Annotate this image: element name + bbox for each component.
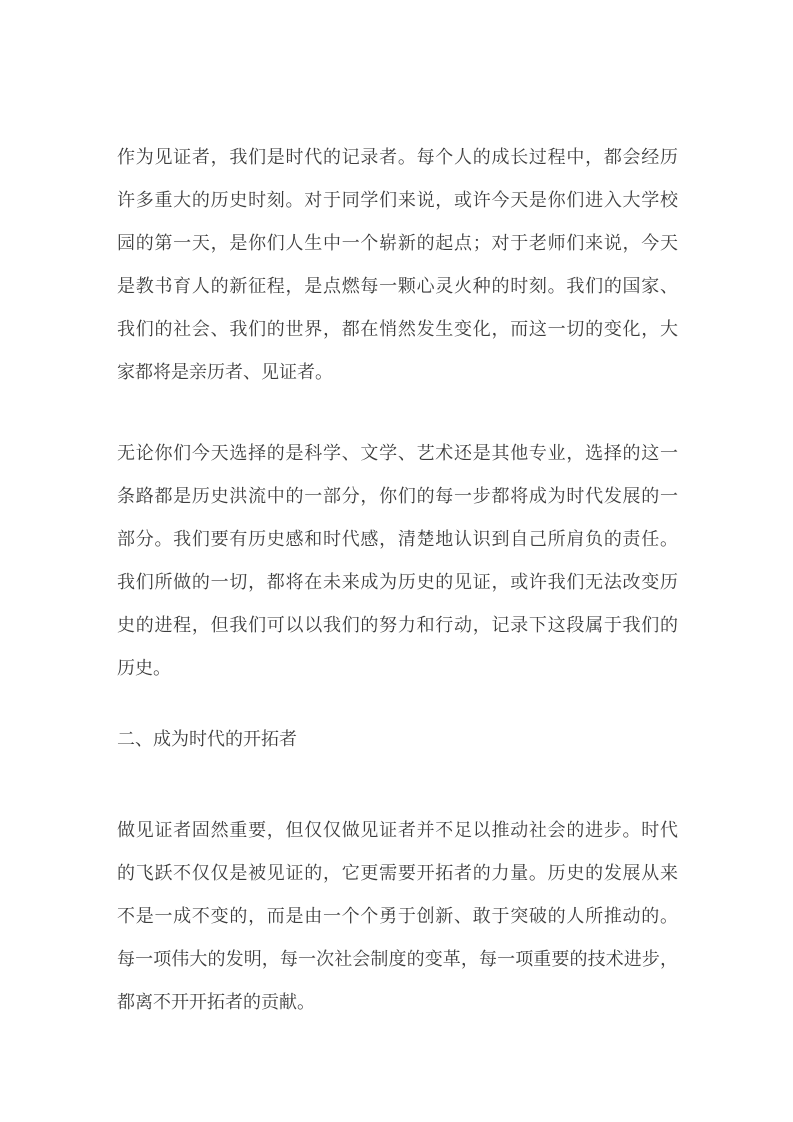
text-line: 都离不开开拓者的贡献。 — [117, 992, 315, 1012]
paragraph — [117, 136, 678, 394]
text-line: 我们所做的一切，都将在未来成为历史的见证，或许我们无法改变历 — [117, 572, 678, 592]
document-content — [117, 136, 678, 1062]
text-line: 家都将是亲历者、见证者。 — [117, 362, 333, 382]
text-line: 历史。 — [117, 658, 171, 678]
text-line: 无论你们今天选择的是科学、文学、艺术还是其他专业，选择的这一 — [117, 443, 678, 463]
text-line: 是教书育人的新征程，是点燃每一颗心灵火种的时刻。我们的国家、 — [117, 276, 678, 296]
text-line: 的飞跃不仅仅是被见证的，它更需要开拓者的力量。历史的发展从来 — [117, 863, 678, 883]
text-line: 不是一成不变的，而是由一个个勇于创新、敢于突破的人所推动的。 — [117, 906, 678, 926]
text-line: 许多重大的历史时刻。对于同学们来说，或许今天是你们进入大学校 — [117, 190, 678, 210]
paragraph — [117, 432, 678, 690]
text-line: 条路都是历史洪流中的一部分，你们的每一步都将成为时代发展的一 — [117, 486, 678, 506]
text-line: 史的进程，但我们可以以我们的努力和行动，记录下这段属于我们的 — [117, 615, 678, 635]
text-line: 每一项伟大的发明，每一次社会制度的变革，每一项重要的技术进步， — [117, 949, 678, 969]
paragraph — [117, 809, 678, 1024]
text-line: 做见证者固然重要，但仅仅做见证者并不足以推动社会的进步。时代 — [117, 820, 678, 840]
section-heading — [117, 718, 678, 761]
text-line: 部分。我们要有历史感和时代感，清楚地认识到自己所肩负的责任。 — [117, 529, 678, 549]
heading-line: 二、成为时代的开拓者 — [117, 729, 297, 749]
text-line: 作为见证者，我们是时代的记录者。每个人的成长过程中，都会经历 — [117, 147, 678, 167]
text-line: 园的第一天，是你们人生中一个崭新的起点；对于老师们来说，今天 — [117, 233, 678, 253]
text-line: 我们的社会、我们的世界，都在悄然发生变化，而这一切的变化，大 — [117, 319, 678, 339]
